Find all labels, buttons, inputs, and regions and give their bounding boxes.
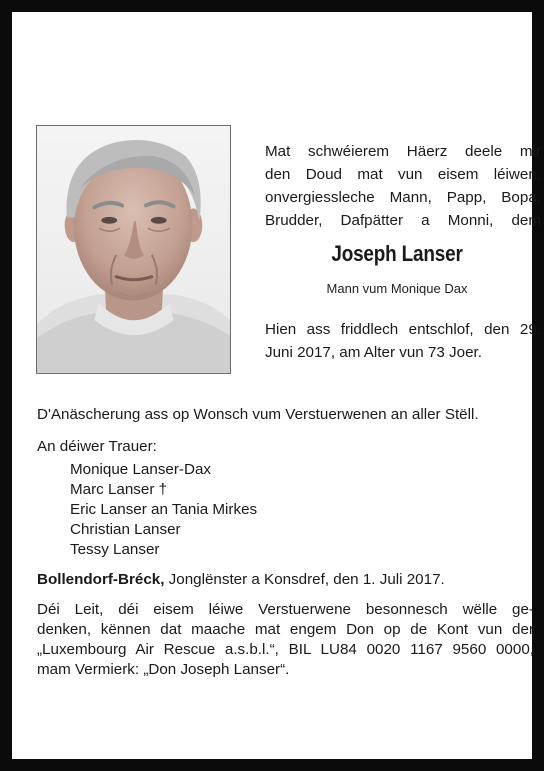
intro-text [265, 140, 541, 232]
portrait-photo [36, 125, 231, 374]
death-line: Juni 2017, am Alter vun 73 Joer. [265, 344, 482, 361]
funeral-note: D'Anäscherung ass op Wonsch vum Verstuerwenen an aller Stëll. [37, 406, 479, 423]
mourner: Eric Lanser an Tania Mirkes [70, 501, 258, 518]
intro-line: Mat schwéierem Häerz deele mir [265, 143, 541, 160]
place-bold: Bollendorf-Bréck, [37, 571, 165, 588]
place-date [37, 570, 544, 590]
place-rest: Jonglënster a Konsdref, den 1. Juli 2017. [164, 571, 445, 588]
mourner: Christian Lanser [70, 521, 181, 538]
donation-line: mam Vermierk: „Don Joseph Lanser“. [37, 661, 290, 678]
donation-line: Déi Leit, déi eisem léiwe Verstuerwene besonnesch wëlle ge- [37, 601, 534, 618]
portrait-illustration [37, 126, 230, 373]
mourners-list [70, 460, 257, 560]
mourners-label: An déiwer Trauer: [37, 438, 157, 455]
intro-line: den Doud mat vun eisem léiwen, [265, 166, 541, 183]
donation-line: denken, kënnen dat maache mat engem Don op de Kont vun der [37, 621, 534, 638]
spouse-line: Mann vum Monique Dax [326, 281, 468, 296]
intro-line: onvergiessleche Mann, Papp, Bopa, [265, 189, 541, 206]
deceased-name: Joseph Lanser [331, 241, 463, 266]
donation-line: „Luxembourg Air Rescue a.s.b.l.“, BIL LU84 0020 1167 9560 0000, [37, 641, 534, 658]
mourner: Tessy Lanser [70, 541, 160, 558]
donation-note [37, 600, 534, 680]
death-notice [265, 318, 541, 364]
mourner: Monique Lanser-Dax [70, 461, 211, 478]
mourner: Marc Lanser † [70, 481, 168, 498]
intro-line: Brudder, Dafpätter a Monni, dem [265, 212, 541, 229]
death-line: Hien ass friddlech entschlof, den 29. [265, 321, 541, 338]
